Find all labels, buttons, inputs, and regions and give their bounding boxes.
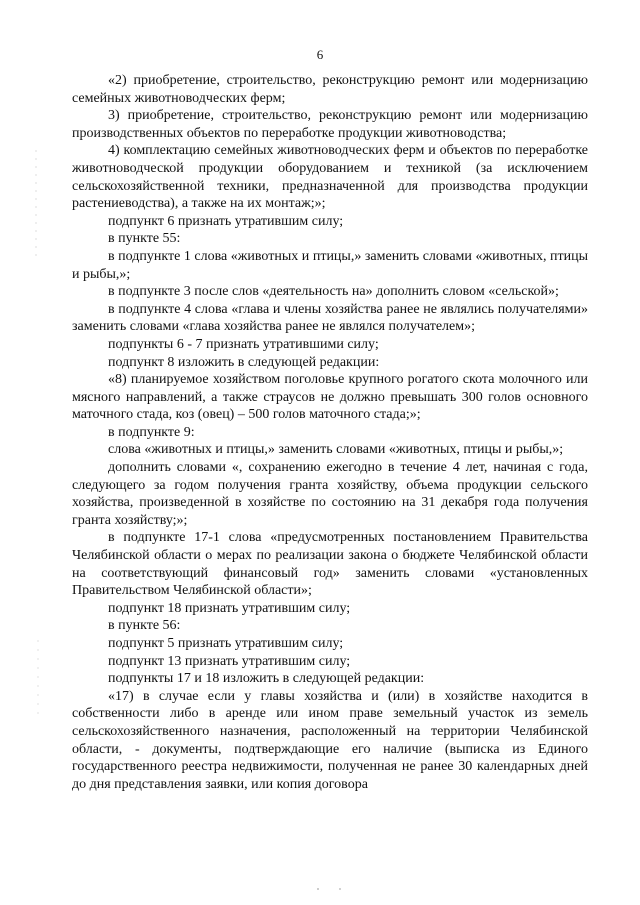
paragraph: дополнить словами «, сохранению ежегодно в течение 4 лет, начиная с года, следующего за годом получения гранта хозяйству, объема продукции сельского хозяйства, произведенной в хозяйстве по состоянию на 31 декабря года получения гранта хозяйству;»;: [72, 460, 588, 528]
paragraph: в подпункте 3 после слов «деятельность на» дополнить словом «сельской»;: [108, 284, 559, 300]
paragraph: подпункт 18 признать утратившим силу;: [108, 600, 351, 616]
paragraph: подпункты 6 - 7 признать утратившими силу;: [108, 336, 379, 352]
scan-speck: [339, 888, 341, 890]
scan-speck: [317, 888, 319, 890]
paragraph: в подпункте 4 слова «глава и члены хозяйства ранее не являлись получателями» заменить словами «глава хозяйства ранее не являлся получателем»;: [72, 301, 588, 335]
paragraph: в подпункте 9:: [108, 424, 195, 440]
document-body: [72, 72, 588, 793]
paragraph: в пункте 55:: [108, 231, 181, 247]
paragraph: подпункт 5 признать утратившим силу;: [108, 636, 344, 651]
paragraph: подпункт 6 признать утратившим силу;: [108, 213, 344, 229]
paragraph: подпункты 17 и 18 изложить в следующей редакции:: [108, 671, 425, 687]
paragraph: в подпункте 17-1 слова «предусмотренных постановлением Правительства Челябинской области о мерах по реализации закона о бюджете Челябинской области на соответствующий финансовый год» заменить словами «установленных Правительством Челябинской области»;: [72, 530, 588, 599]
paragraph: «17) в случае если у главы хозяйства и (или) в хозяйстве находится в собственности либо в аренде или ином праве земельный участок из земель сельскохозяйственного назначения, расположенный на территории Челябинской области, - документы, подтверждающие его наличие (выписка из Единого государственного реестра недвижимости, полученная не ранее 30 календарных дней до дня представления заявки, или копия договора: [72, 688, 588, 792]
paragraph: «2) приобретение, строительство, реконструкцию ремонт или модернизацию семейных животноводческих ферм;: [72, 73, 588, 106]
paragraph: 3) приобретение, строительство, реконструкцию ремонт или модернизацию производственных объектов по переработке продукции животноводства;: [72, 108, 588, 141]
paragraph: подпункт 13 признать утратившим силу;: [108, 653, 351, 669]
paragraph: слова «животных и птицы,» заменить словами «животных, птицы и рыбы,»;: [108, 442, 564, 458]
paragraph: 4) комплектацию семейных животноводческих ферм и объектов по переработке животноводческой продукции оборудованием и техникой (за исключением сельскохозяйственной техники, предназначенной для производства продукции растениеводства), а также на их монтаж;»;: [72, 143, 588, 212]
paragraph: в подпункте 1 слова «животных и птицы,» заменить словами «животных, птицы и рыбы,»;: [72, 248, 588, 282]
paragraph: «8) планируемое хозяйством поголовье крупного рогатого скота молочного или мясного направлений, а также страусов не должно превышать 300 голов основного маточного стада, коз (овец) – 500 голов маточного стада;»;: [72, 372, 588, 423]
page-number: 6: [316, 47, 324, 62]
paragraph: подпункт 8 изложить в следующей редакции:: [108, 354, 380, 370]
paragraph: в пункте 56:: [108, 618, 181, 634]
